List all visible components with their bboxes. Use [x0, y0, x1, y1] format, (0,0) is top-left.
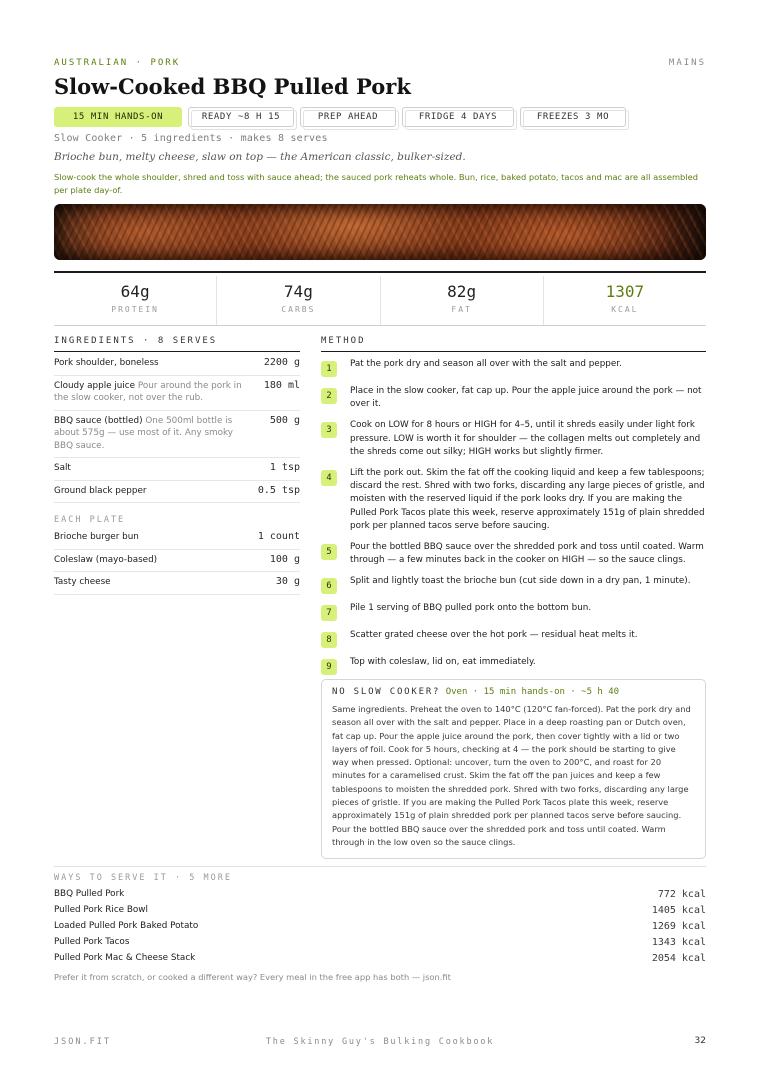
each-plate-heading: EACH PLATE	[54, 515, 126, 525]
ingredient-qty: 100 g	[269, 553, 300, 565]
recipe-page	[54, 0, 706, 1075]
method-step	[321, 575, 706, 594]
macro-fat	[380, 276, 543, 325]
ingredient-name: Tasty cheese	[54, 577, 111, 587]
way-name: Pulled Pork Tacos	[54, 937, 130, 947]
header-row	[54, 58, 706, 70]
way-row	[54, 950, 706, 966]
step-number: 4	[321, 470, 337, 486]
way-name: Pulled Pork Mac & Cheese Stack	[54, 953, 196, 963]
ingredient-name: BBQ sauce (bottled)	[54, 415, 143, 426]
plate-ingredient-row	[54, 527, 300, 550]
hero-photo	[54, 204, 706, 260]
ingredient-note: One 500ml bottle is about 575g — use most of it. Any smoky BBQ sauce.	[54, 415, 233, 451]
method-step	[321, 467, 706, 533]
ingredient-note: Pour around the pork in the slow cooker, not over the rub.	[54, 380, 242, 403]
footer-book-title: The Skinny Guy's Bulking Cookbook	[265, 1037, 495, 1047]
way-row	[54, 886, 706, 902]
ways-heading: WAYS TO SERVE IT · 5 MORE	[54, 873, 232, 883]
chip-freezes: FREEZES 3 MO	[520, 107, 626, 127]
macro-kcal-label: KCAL	[611, 305, 639, 314]
chip-fridge: FRIDGE 4 DAYS	[402, 107, 514, 127]
ingredient-row	[54, 376, 300, 411]
step-text: Top with coleslaw, lid on, eat immediately.	[350, 657, 536, 668]
step-text: Cook on LOW for 8 hours or HIGH for 4–5, until it shreds easily under light fork pressure. LOW is worth it for shoulder — the collagen melts out completely and the shreds come out silky; HIGH works but slightly firmer.	[350, 420, 701, 457]
page-number: 32	[694, 1036, 706, 1046]
section-label: MAINS	[668, 58, 706, 68]
way-name: Pulled Pork Rice Bowl	[54, 905, 148, 915]
ingredients-heading: INGREDIENTS · 8 SERVES	[54, 336, 300, 352]
ingredient-name: Coleslaw (mayo-based)	[54, 554, 158, 565]
macro-protein-value: 64g	[120, 282, 150, 301]
step-number: 7	[321, 605, 337, 621]
way-name: Loaded Pulled Pork Baked Potato	[54, 921, 199, 931]
macros-top-rule	[54, 271, 706, 273]
step-number: 9	[321, 659, 337, 675]
ingredient-name: Salt	[54, 463, 71, 473]
way-row	[54, 934, 706, 950]
way-kcal: 1343 kcal	[651, 936, 706, 948]
recipe-meta: Slow Cooker · 5 ingredients · makes 8 serves	[54, 133, 328, 144]
scratch-note: Prefer it from scratch, or cooked a different way? Every meal in the free app has both — json.fit	[54, 972, 451, 982]
method-step	[321, 656, 706, 675]
step-text: Scatter grated cheese over the hot pork — residual heat melts it.	[350, 630, 638, 641]
macro-carbs-label: CARBS	[281, 305, 316, 314]
macro-fat-value: 82g	[447, 282, 477, 301]
step-number: 3	[321, 422, 337, 438]
way-kcal: 1269 kcal	[651, 920, 706, 932]
macro-protein	[54, 276, 216, 325]
oven-alternative-heading	[332, 687, 695, 697]
method-steps	[321, 358, 706, 683]
ingredient-name: Cloudy apple juice	[54, 380, 136, 391]
chip-row	[54, 107, 632, 127]
ingredient-qty: 0.5 tsp	[257, 484, 300, 496]
step-number: 1	[321, 361, 337, 377]
macro-carbs-value: 74g	[283, 282, 313, 301]
step-number: 6	[321, 578, 337, 594]
ingredients-list	[54, 353, 300, 595]
ingredient-qty: 30 g	[275, 576, 300, 587]
step-text: Place in the slow cooker, fat cap up. Pour the apple juice around the pork — not over it.	[350, 386, 702, 410]
ingredient-qty: 1 tsp	[269, 462, 300, 473]
step-text: Lift the pork out. Skim the fat off the cooking liquid and keep a few tablespoons; discard the rest. Shred with two forks, discarding any large pieces of gristle, and moisten with the reserved liquid if the pork looks dry. If you are making the Pulled Pork Tacos plate this week, reserve approximately 151g of plain shredded pork per planned tacos serve before saucing.	[350, 468, 705, 531]
step-text: Split and lightly toast the brioche bun (cut side down in a dry pan, 1 minute).	[350, 576, 691, 587]
macros-bar	[54, 276, 706, 326]
chip-ready: READY ~8 H 15	[188, 107, 294, 127]
ingredient-name: Brioche burger bun	[54, 532, 139, 542]
step-number: 2	[321, 388, 337, 404]
ingredient-name: Pork shoulder, boneless	[54, 358, 159, 368]
chip-hands-on: 15 MIN HANDS-ON	[54, 107, 182, 127]
ingredient-qty: 1 count	[257, 531, 300, 542]
macro-protein-label: PROTEIN	[111, 305, 159, 314]
ingredient-row	[54, 353, 300, 376]
alternative-body: Same ingredients. Preheat the oven to 140°C (120°C fan-forced). Pat the pork dry and season all over with the salt and pepper. Place in a deep roasting pan or Dutch oven, fat cap up. Pour the apple juice around the pork, then cover tightly with a lid or two layers of foil. Cook for 5 hours, checking at 4 — the pork should be starting to give way when pressed. Optional: uncover, turn the oven to 200°C, and roast for 20 minutes for a caramelised crust. Skim the fat off the pan juices and keep a few tablespoons to moisten the shredded pork. Shred with two forks, discarding any large pieces of gristle. If you are making the Pulled Pork Tacos plate this week, reserve approximately 151g of plain shredded pork per planned tacos serve before saucing. Pour the bottled BBQ sauce over the shredded pork and toss until coated. Warm through in the low oven so the sauce clings.	[332, 704, 691, 847]
ingredient-qty: 180 ml	[263, 379, 300, 391]
alternative-summary: Oven · 15 min hands-on · ~5 h 40	[445, 687, 620, 697]
chip-prep-ahead: PREP AHEAD	[300, 107, 396, 127]
plate-ingredient-row	[54, 550, 300, 573]
method-step	[321, 385, 706, 411]
way-name: BBQ Pulled Pork	[54, 889, 125, 899]
step-number: 5	[321, 544, 337, 560]
plate-ingredient-row	[54, 572, 300, 595]
way-kcal: 1405 kcal	[651, 904, 706, 916]
macro-kcal-value: 1307	[605, 282, 645, 301]
ways-list	[54, 886, 706, 966]
oven-alternative-box	[321, 679, 706, 859]
recipe-tagline: Brioche bun, melty cheese, slaw on top — the American classic, bulker-sized.	[54, 151, 466, 163]
step-number: 8	[321, 632, 337, 648]
ingredient-row	[54, 481, 300, 504]
way-row	[54, 918, 706, 934]
ingredient-name: Ground black pepper	[54, 485, 147, 496]
way-kcal: 772 kcal	[657, 888, 706, 900]
method-heading: METHOD	[321, 336, 706, 352]
ingredient-row	[54, 458, 300, 481]
macro-carbs	[216, 276, 379, 325]
category-label: AUSTRALIAN · PORK	[54, 58, 181, 68]
ingredient-qty: 500 g	[269, 414, 300, 426]
macro-kcal	[543, 276, 706, 325]
way-row	[54, 902, 706, 918]
ways-divider	[54, 866, 706, 867]
method-step	[321, 358, 706, 377]
step-text: Pat the pork dry and season all over with the salt and pepper.	[350, 359, 622, 369]
step-text: Pour the bottled BBQ sauce over the shredded pork and toss until coated. Warm through — a few minutes back in the cooker on HIGH — so the sauce clings.	[350, 542, 704, 566]
recipe-title: Slow-Cooked BBQ Pulled Pork	[54, 74, 411, 99]
method-step	[321, 419, 706, 459]
method-step	[321, 629, 706, 648]
ingredient-row	[54, 411, 300, 459]
way-kcal: 2054 kcal	[651, 952, 706, 964]
ingredient-qty: 2200 g	[263, 357, 300, 368]
alternative-question: NO SLOW COOKER?	[332, 687, 441, 697]
hero-photo-vignette	[54, 204, 706, 260]
step-text: Pile 1 serving of BBQ pulled pork onto the bottom bun.	[350, 603, 592, 614]
macro-fat-label: FAT	[451, 305, 472, 314]
method-step	[321, 602, 706, 621]
prep-note: Slow-cook the whole shoulder, shred and toss with sauce ahead; the sauced pork reheats whole. Bun, rice, baked potato, tacos and mac are all assembled per plate day-of.	[54, 172, 698, 195]
method-step	[321, 541, 706, 567]
footer-brand: JSON.FIT	[54, 1037, 111, 1047]
